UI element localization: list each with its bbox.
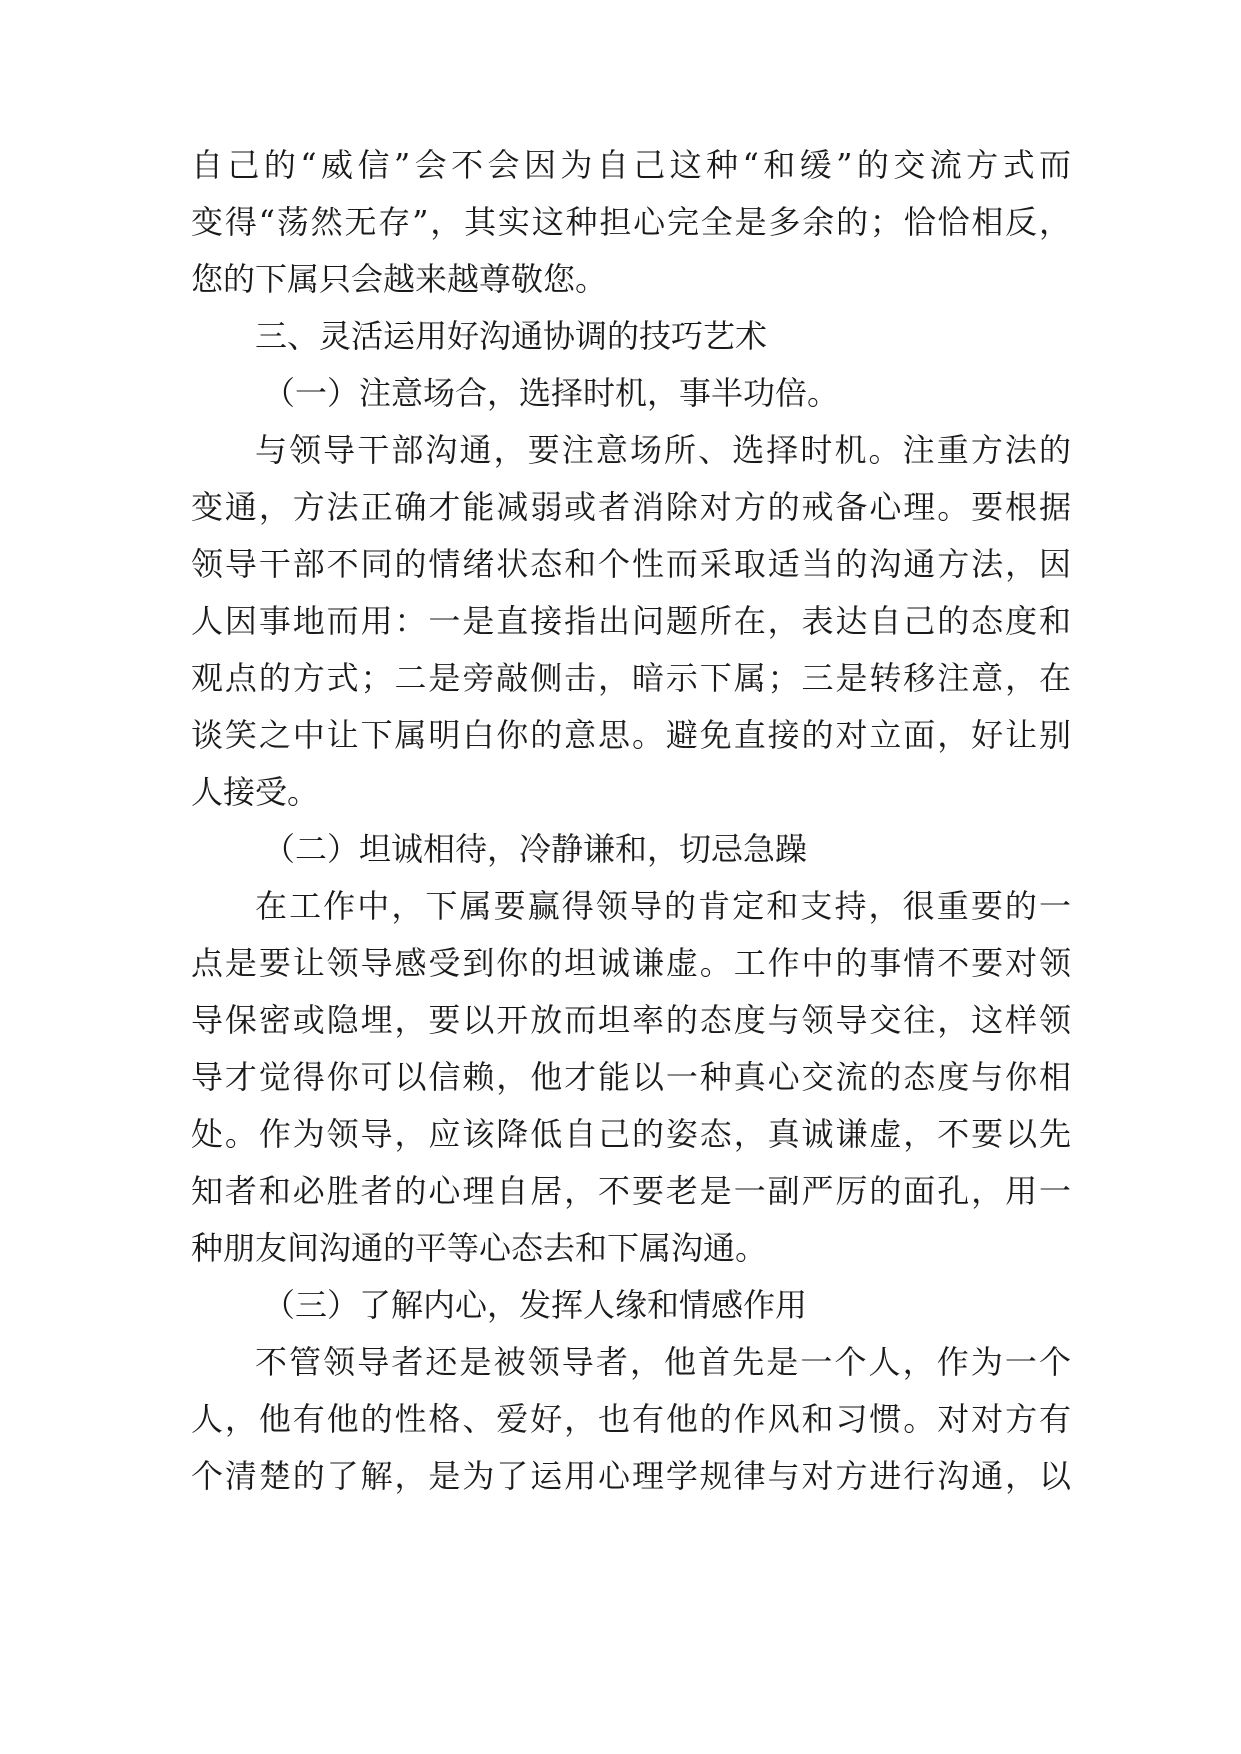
body-text-line: 知者和必胜者的心理自居，不要老是一副严厉的面孔，用一 [191,1172,1071,1210]
body-text-line: 自己的“威信”会不会因为自己这种“和缓”的交流方式而 [191,146,1071,184]
body-text-line: 导保密或隐埋，要以开放而坦率的态度与领导交往，这样领 [191,1001,1071,1039]
body-text-line: 不管领导者还是被领导者，他首先是一个人，作为一个 [255,1343,1071,1381]
body-text-line: 人接受。 [191,773,320,811]
body-text-line: 人因事地而用：一是直接指出问题所在，表达自己的态度和 [191,602,1071,640]
body-text-line: 观点的方式；二是旁敲侧击，暗示下属；三是转移注意，在 [191,659,1071,697]
body-text-line: 变通，方法正确才能减弱或者消除对方的戒备心理。要根据 [191,488,1071,526]
body-text-line: 个清楚的了解，是为了运用心理学规律与对方进行沟通，以 [191,1457,1071,1495]
body-text-line: 人，他有他的性格、爱好，也有他的作风和习惯。对对方有 [191,1400,1071,1438]
body-text-line: 点是要让领导感受到你的坦诚谦虚。工作中的事情不要对领 [191,944,1071,982]
body-text-line: 变得“荡然无存”，其实这种担心完全是多余的；恰恰相反， [191,203,1071,241]
body-text-line: 在工作中，下属要赢得领导的肯定和支持，很重要的一 [255,887,1071,925]
subsection-heading: （一）注意场合，选择时机，事半功倍。 [263,374,840,412]
subsection-heading: （二）坦诚相待，冷静谦和，切忌急躁 [263,830,808,868]
body-text-line: 您的下属只会越来越尊敬您。 [191,260,608,298]
section-heading: 三、灵活运用好沟通协调的技巧艺术 [255,317,768,355]
body-text-line: 导才觉得你可以信赖，他才能以一种真心交流的态度与你相 [191,1058,1071,1096]
body-text-line: 领导干部不同的情绪状态和个性而采取适当的沟通方法，因 [191,545,1071,583]
body-text-line: 与领导干部沟通，要注意场所、选择时机。注重方法的 [255,431,1071,469]
body-text-line: 种朋友间沟通的平等心态去和下属沟通。 [191,1229,768,1267]
subsection-heading: （三）了解内心，发挥人缘和情感作用 [263,1286,808,1324]
body-text-line: 谈笑之中让下属明白你的意思。避免直接的对立面，好让别 [191,716,1071,754]
body-text-line: 处。作为领导，应该降低自己的姿态，真诚谦虚，不要以先 [191,1115,1071,1153]
